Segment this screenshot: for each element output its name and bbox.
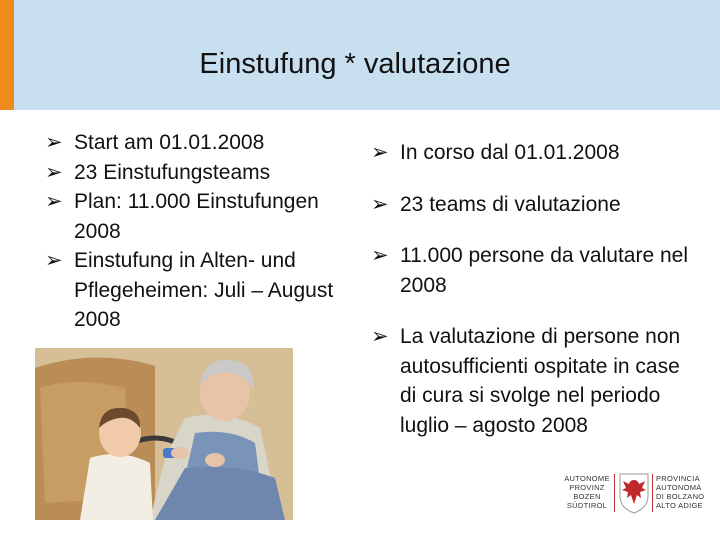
elderly-woman-with-child-photo — [35, 348, 293, 520]
slide-title: Einstufung * valutazione — [199, 48, 511, 80]
list-item-text: Einstufung in Alten- und Pflegeheimen: Juli – August 2008 — [74, 249, 334, 331]
italian-bullet-list — [371, 138, 691, 440]
province-logo — [560, 470, 708, 522]
list-item-text: In corso dal 01.01.2008 — [400, 141, 620, 164]
arrow-right-icon: ➢ — [371, 325, 389, 348]
list-item — [45, 128, 345, 158]
arrow-right-icon: ➢ — [371, 141, 389, 164]
logo-divider — [652, 474, 653, 512]
tyrolean-eagle-icon — [618, 472, 650, 514]
arrow-right-icon: ➢ — [45, 160, 63, 184]
list-item — [371, 241, 691, 300]
list-item — [45, 158, 345, 188]
list-item-text: Start am 01.01.2008 — [74, 131, 265, 154]
list-item — [371, 190, 691, 220]
list-item — [371, 322, 691, 440]
list-item — [371, 138, 691, 168]
list-item — [45, 246, 345, 335]
german-bullet-list — [45, 128, 345, 335]
list-item-text: 23 teams di valutazione — [400, 192, 621, 216]
list-item — [45, 187, 345, 246]
logo-text-italian: PROVINCIA AUTONOMA DI BOLZANO ALTO ADIGE — [656, 474, 705, 510]
photo-illustration — [35, 348, 293, 520]
logo-text-german: AUTONOME PROVINZ BOZEN SÜDTIROL — [564, 474, 610, 510]
list-item-text: Plan: 11.000 Einstufungen 2008 — [74, 190, 319, 243]
list-item-text: La valutazione di persone non autosufficienti ospitate in case di cura si svolge nel periodo luglio – agosto 2008 — [400, 325, 681, 437]
list-item-text: 23 Einstufungsteams — [74, 160, 271, 184]
arrow-right-icon: ➢ — [371, 244, 389, 267]
arrow-right-icon: ➢ — [371, 192, 389, 216]
arrow-right-icon: ➢ — [45, 249, 63, 272]
list-item-text: 11.000 persone da valutare nel 2008 — [400, 244, 688, 297]
arrow-right-icon: ➢ — [45, 131, 63, 154]
arrow-right-icon: ➢ — [45, 190, 63, 213]
logo-divider — [614, 474, 615, 512]
